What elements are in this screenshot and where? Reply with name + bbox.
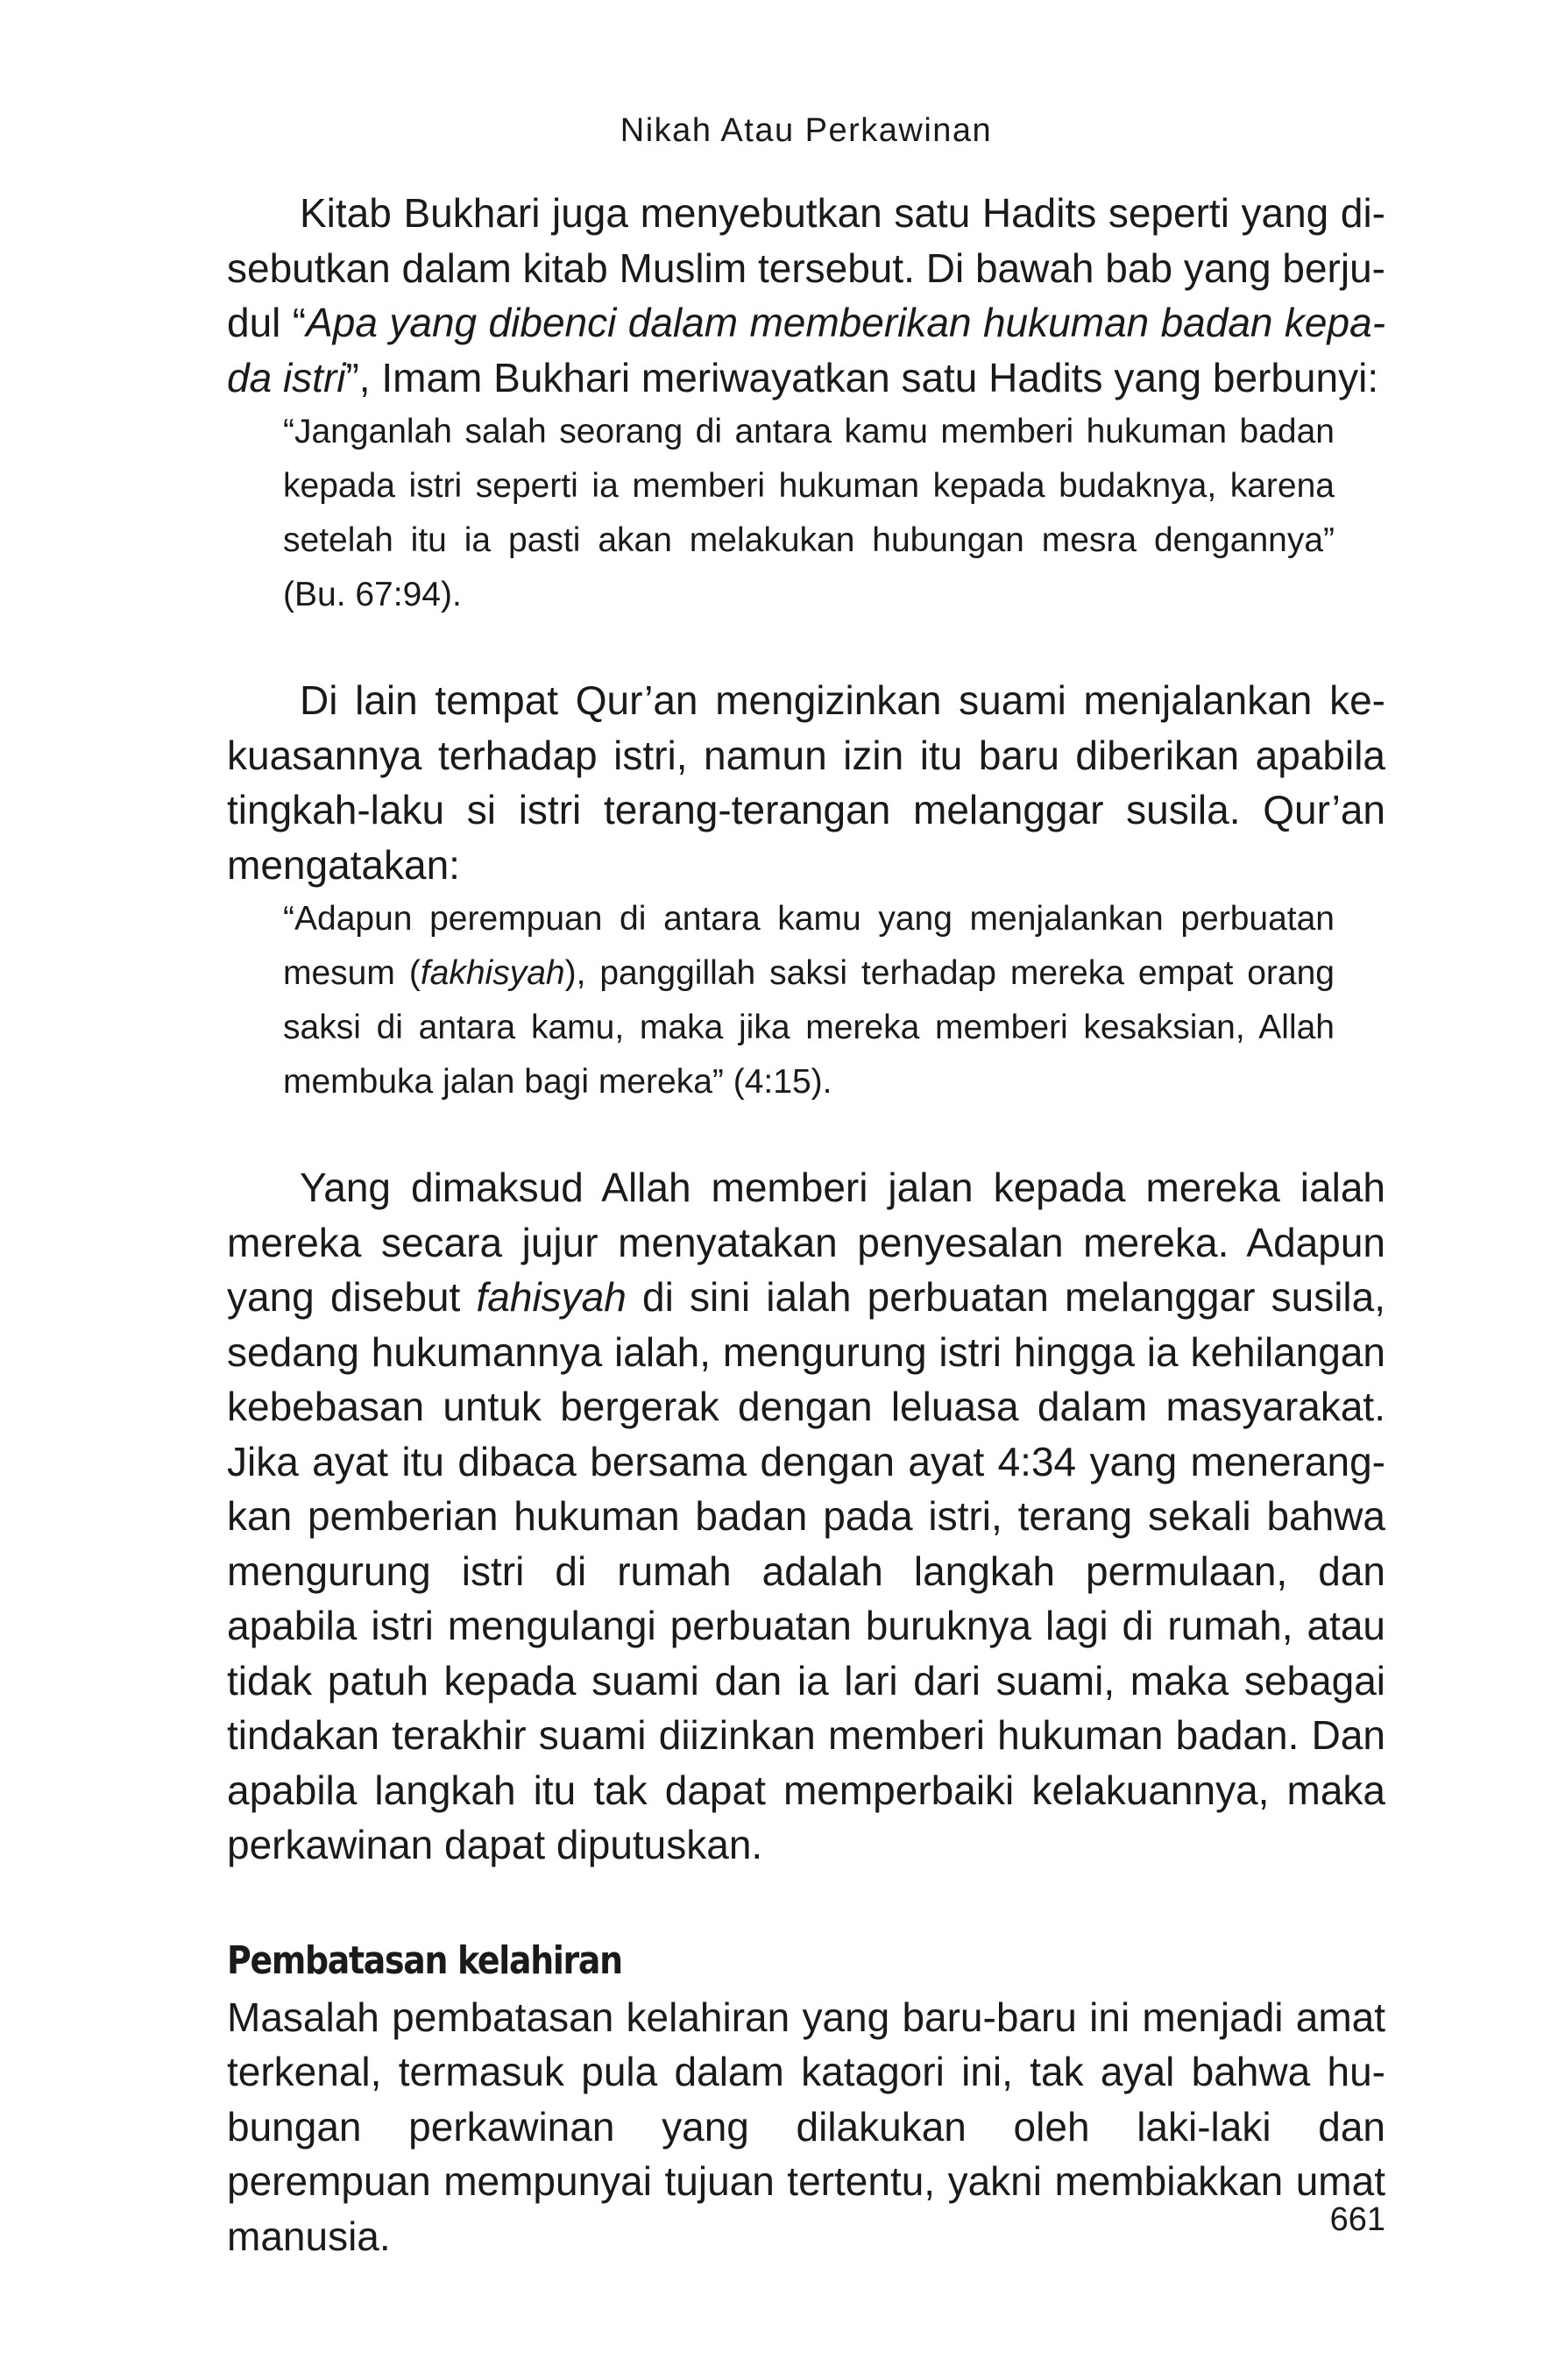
paragraph-birth-control: Masalah pembatasan kelahiran yang baru-baru ini menjadi amat terkenal, termasuk pula dalam katagori ini, tak ayal bahwa hubungan perkawinan yang dilakukan oleh laki-laki dan perempuan mempunyai tujuan tertentu, yakni membiakkan umat manusia. xyxy=(227,1994,1385,2259)
paragraph-explanation xyxy=(227,1160,1385,1873)
term-italic: fakhisyah xyxy=(420,954,565,992)
paragraph-text: ”, Imam Bukhari meriwayatkan satu Hadits yang berbunyi: xyxy=(345,354,1379,400)
paragraph-quran-permission: Di lain tempat Qur’an mengizinkan suami menjalankan kekuasannya terhadap istri, namun izin itu baru diberikan apabila tingkah-laku si istri terang-terangan melanggar susila. Qur’an mengatakan: xyxy=(227,677,1385,888)
paragraph-text: Kitab Bukhari juga menyebutkan satu Hadits seperti yang disebutkan dalam kitab Muslim tersebut. Di bawah bab yang berjudul “ xyxy=(227,190,1385,345)
quote-text: “Adapun perempuan di antara kamu yang menjalankan perbuatan mesum ( xyxy=(283,900,1335,992)
paragraph-text: di sini ialah perbuatan melanggar susila, sedang hukumannya ialah, mengurung istri hingga ia kehilangan kebebasan untuk bergerak dengan leluasa dalam masyarakat. Jika ayat itu dibaca bersama dengan ayat 4:34 yang menerangkan pemberian hukuman badan pada istri, terang sekali bahwa mengurung istri di rumah adalah langkah permulaan, dan apabila istri mengulangi perbuatan buruknya lagi di rumah, atau tidak patuh kepada suami dan ia lari dari suami, maka sebagai tindakan terakhir suami diizinkan memberi hukuman badan. Dan apabila langkah itu tak dapat memperbaiki kelakuannya, maka perkawinan dapat diputuskan. xyxy=(227,1274,1385,1867)
chapter-title-italic: Apa yang dibenci dalam memberikan hukuman badan kepada istri xyxy=(227,300,1386,400)
quote-text: ), panggillah saksi terhadap mereka empat orang saksi di antara kamu, maka jika mereka memberi kesaksian, Allah membuka jalan bagi mereka” (4:15). xyxy=(283,954,1335,1101)
paragraph-bukhari xyxy=(227,186,1385,405)
term-italic: fahisyah xyxy=(476,1274,627,1320)
page-number: 661 xyxy=(1329,2201,1385,2238)
running-head: Nikah Atau Perkawinan xyxy=(620,112,993,149)
quran-quote xyxy=(283,892,1335,1109)
hadith-quote: “Janganlah salah seorang di antara kamu memberi hukuman badan kepada istri seperti ia memberi hukuman kepada budaknya, karena setelah itu ia pasti akan melakukan hubungan mesra dengannya” (Bu. 67:94). xyxy=(283,413,1335,613)
section-heading: Pembatasan kelahiran xyxy=(227,1937,622,1983)
body-text xyxy=(227,186,1385,2263)
paragraph-text: Yang dimaksud Allah memberi jalan kepada mereka ialah mereka secara jujur menyatakan penyesalan mereka. Adapun yang disebut xyxy=(227,1165,1385,1320)
